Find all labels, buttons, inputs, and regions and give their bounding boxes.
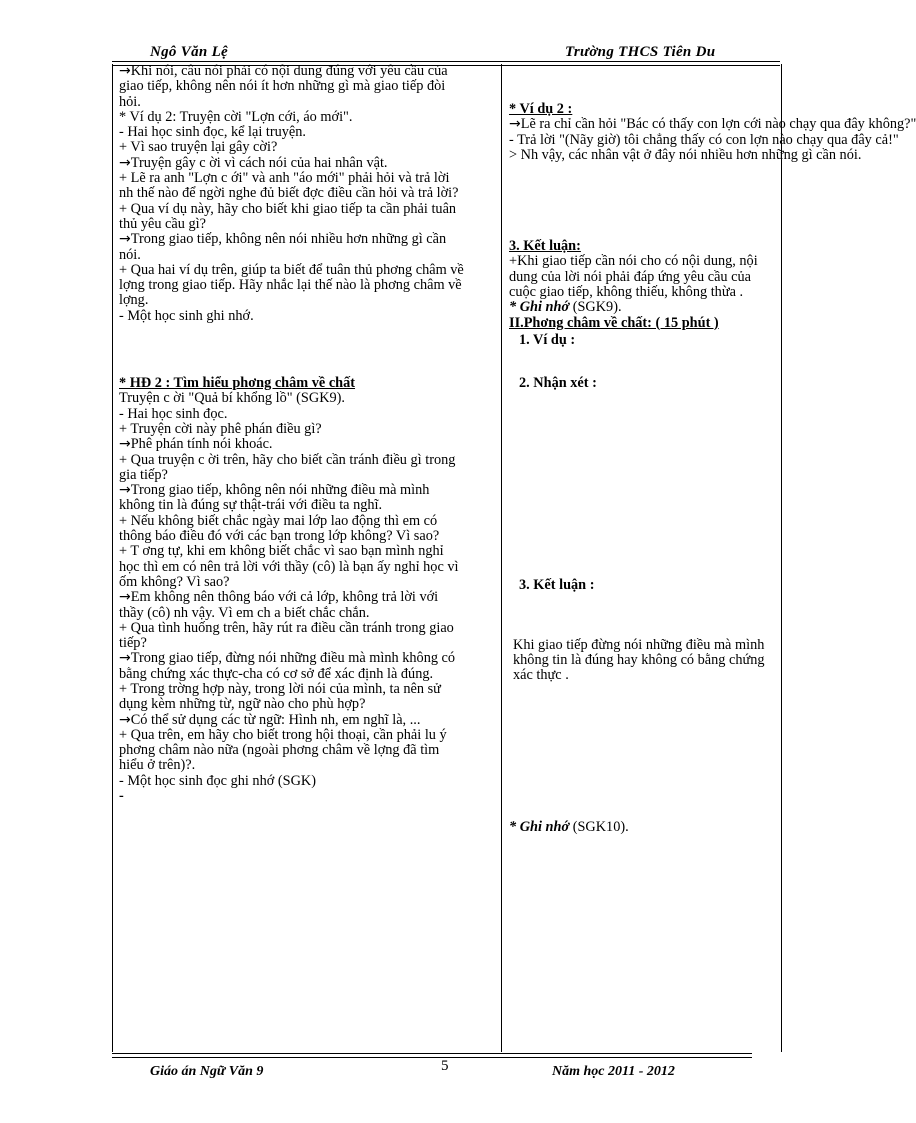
ketluan2-body: Khi giao tiếp đừng nói những điều mà mình không tin là đúng hay không có bằng chứng xác thực . (513, 636, 765, 684)
left-line-16: →Trong giao tiếp, không nên nói những điều mà mình không tin là đúng sự thật-trái với điều ta nghĩ. (119, 482, 430, 514)
left-line-2: - Hai học sinh đọc, kể lại truyện. (119, 124, 306, 141)
footer-rule (112, 1053, 752, 1058)
right-arrow-icon: → (119, 231, 131, 248)
right-arrow-icon: → (119, 650, 131, 667)
header-author: Ngô Văn Lệ (150, 44, 228, 60)
left-line-15: + Qua truyện c ời trên, hãy cho biết cần tránh điều gì trong gia tiếp? (119, 451, 456, 483)
ghinho2-line: * Ghi nhớ (SGK10). (509, 818, 629, 835)
footer-year: Năm học 2011 - 2012 (552, 1064, 675, 1079)
left-line-6: + Qua ví dụ này, hãy cho biết khi giao tiếp ta cần phải tuân thủ yêu cầu gì? (119, 200, 457, 232)
right-arrow-icon: → (119, 589, 131, 606)
right-arrow-icon: → (119, 63, 131, 79)
ketluan-title: 3. Kết luận: (509, 238, 581, 255)
left-line-19: →Em không nên thông báo với cả lớp, không trả lời với thầy (cô) nh vậy. Vì em ch a biết chắc chắn. (119, 589, 439, 621)
left-line-3: + Vì sao truyện lại gây cời? (119, 139, 278, 156)
right-arrow-icon: → (119, 436, 131, 453)
left-line-7: →Trong giao tiếp, không nên nói nhiều hơn những gì cần nói. (119, 231, 447, 263)
left-line-0: →Khi nói, câu nói phải có nội dung đúng với yêu cầu của giao tiếp, không nên nói ít hơn những gì mà giao tiếp đòi hỏi. (119, 63, 448, 110)
ghinho-line: * Ghi nhớ (SGK9). (509, 299, 622, 316)
left-line-13: + Truyện cời này phê phán điều gì? (119, 420, 322, 437)
nhanxet-item: 2. Nhận xét : (519, 375, 597, 392)
left-line-22: + Trong trờng hợp này, trong lời nói của mình, ta nên sử dụng kèm những từ, ngữ nào cho phù hợp? (119, 680, 441, 713)
left-line-11: Truyện c ời "Quả bí khổng lồ" (SGK9). (119, 390, 345, 407)
ketluan-body: +Khi giao tiếp cần nói cho có nội dung, nội dung của lời nói phải đáp ứng yêu cầu của cuộc giao tiếp, không thiếu, không thừa . (509, 253, 758, 301)
left-line-25: - Một học sinh đọc ghi nhớ (SGK) (119, 772, 316, 789)
content-column (509, 64, 916, 835)
left-line-23: →Có thể sử dụng các từ ngữ: Hình nh, em nghĩ là, ... (119, 711, 421, 728)
vidu2-title: * Ví dụ 2 : (509, 101, 573, 117)
right-arrow-icon: → (119, 711, 131, 728)
left-line-24: + Qua trên, em hãy cho biết trong hội thoại, cần phải lu ý phơng châm nào nữa (ngoài phơng châm về lợng đã tìm hiểu ở trên)?. (119, 726, 447, 774)
left-line-8: + Qua hai ví dụ trên, giúp ta biết để tuân thủ phơng châm về lợng trong giao tiếp. Hãy nhắc lại thế nào là phơng châm về lợng. (119, 261, 464, 309)
left-line-26: - (119, 788, 124, 805)
left-line-12: - Hai học sinh đọc. (119, 405, 228, 422)
vidu-item: 1. Ví dụ : (519, 331, 576, 348)
header-school: Trường THCS Tiên Du (565, 44, 716, 60)
left-line-21: →Trong giao tiếp, đừng nói những điều mà mình không có bằng chứng xác thực-cha có cơ sở để xác định là đúng. (119, 650, 456, 682)
left-line-1: * Ví dụ 2: Truyện cời "Lợn cới, áo mới". (119, 108, 353, 125)
hd2-heading: * HĐ 2 : Tìm hiểu phơng châm về chất (119, 375, 356, 392)
left-line-5: + Lẽ ra anh "Lợn c ới" và anh "áo mới" phải hỏi và trả lời nh thế nào để ngời nghe đủ biết đợc điều cần hỏi và trả lời? (119, 170, 459, 202)
right-arrow-icon: → (119, 482, 131, 499)
left-line-14: →Phê phán tính nói khoác. (119, 436, 273, 453)
ketluan-item: 3. Kết luận : (519, 576, 595, 593)
left-line-4: →Truyện gây c ời vì cách nói của hai nhân vật. (119, 154, 388, 171)
footer-title: Giáo án Ngữ Văn 9 (150, 1064, 264, 1079)
activities-column (119, 64, 464, 804)
column-divider (501, 64, 502, 1052)
left-line-18: + T ơng tự, khi em không biết chắc vì sao bạn mình nghỉ học thì em có nên trả lời với thầy (cô) là bạn ấy nghỉ học vì ốm không? Vì sao? (119, 543, 459, 590)
left-line-9: - Một học sinh ghi nhớ. (119, 307, 254, 324)
left-line-20: + Qua tình huống trên, hãy rút ra điều cần tránh trong giao tiếp? (119, 619, 454, 652)
right-arrow-icon: → (119, 154, 131, 171)
vidu2-p1: →Lẽ ra chỉ cần hỏi "Bác có thấy con lợn cới nào chạy qua đây không?" (509, 116, 916, 133)
left-line-17: + Nếu không biết chắc ngày mai lớp lao động thì em có thông báo điều đó với các bạn trong lớp không? Vì sao? (119, 512, 440, 545)
page-number: 5 (441, 1058, 449, 1074)
lesson-table (112, 63, 916, 1052)
right-arrow-icon: → (509, 116, 521, 133)
vidu2-p3: > Nh vậy, các nhân vật ở đây nói nhiều hơn những gì cần nói. (509, 146, 862, 163)
vidu2-p2: - Trả lời "(Nãy giờ) tôi chẳng thấy có con lợn nào chạy qua đây cả!" (509, 131, 899, 148)
section2-title: II.Phơng châm về chất: ( 15 phút ) (509, 314, 719, 331)
